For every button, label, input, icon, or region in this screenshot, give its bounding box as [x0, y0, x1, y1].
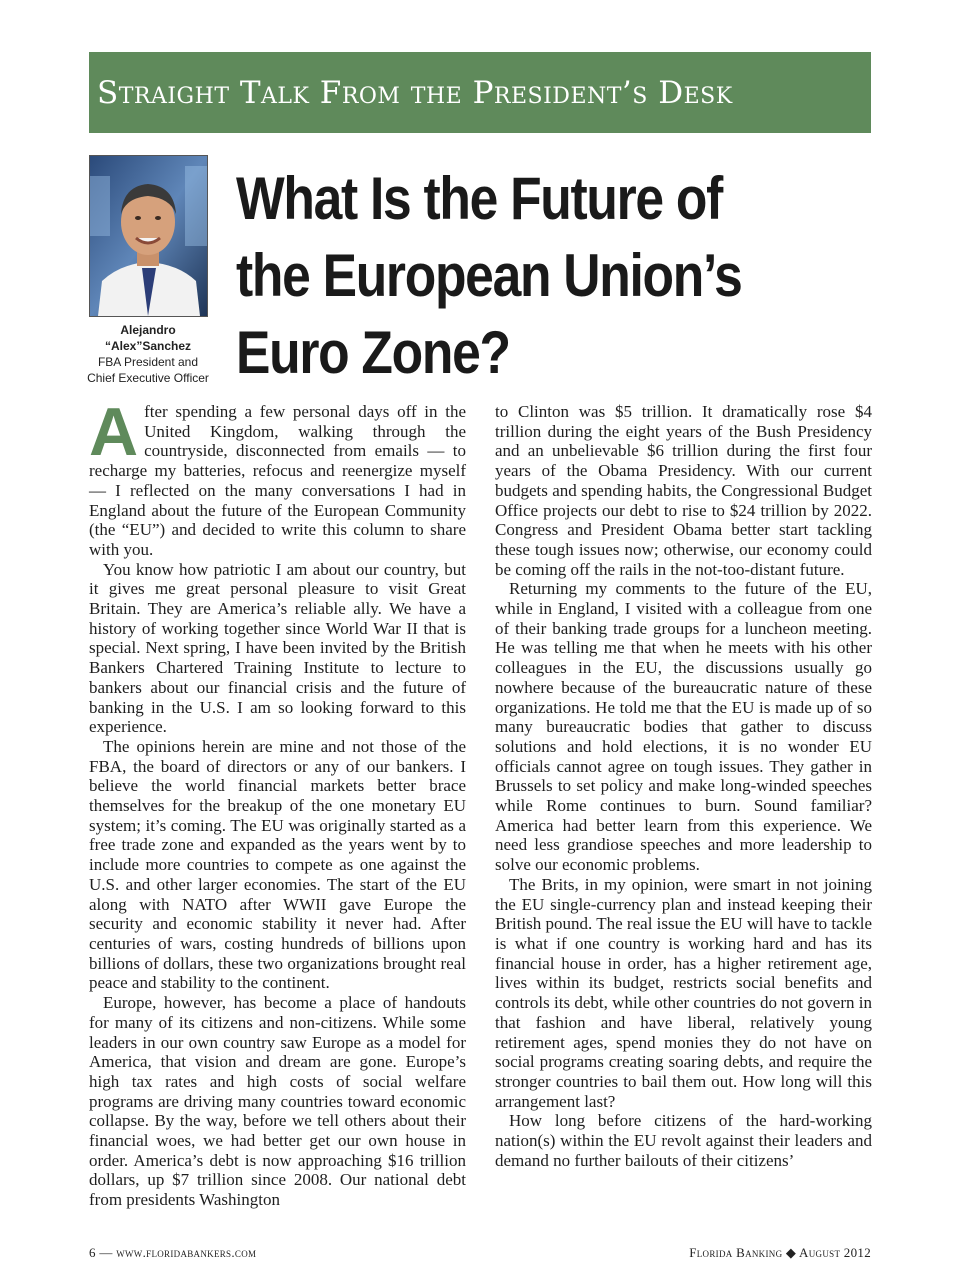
paragraph: to Clinton was $5 trillion. It dramatically rose $4 trillion during the eight years of the Bush Presidency and an unbelievable $6 trillion during the first four years of the Obama Presidency. With our current budgets and spending habits, the Congressional Budget Office projects our debt to rise to $24 trillion by 2022. Congress and President Obama better start tackling these tough issues now; otherwise, our economy could be coming off the rails in the not-too-distant future.: [495, 402, 872, 579]
section-banner: [89, 52, 871, 133]
article-column-right: [495, 402, 872, 1170]
paragraph: The opinions herein are mine and not those of the FBA, the board of directors or any of our bankers. I believe the world financial markets better brace themselves for the breakup of the one monetary EU system; it’s coming. The EU was originally started as a free trade zone and expanded as the years went by to include more countries to compete as one against the U.S. and other larger economies. The start of the EU along with NATO after WWII gave Europe the security and economic stability it never had. After centuries of wars, costing hundreds of billions upon billions of dollars, these two organizations brought real peace and stability to the continent.: [89, 736, 466, 993]
author-photo: [89, 155, 208, 317]
paragraph: Europe, however, has become a place of handouts for many of its citizens and non-citizens. While some leaders in our own country saw Europe as a model for America, that vision and dream are gone. Europe’s high tax rates and high costs of social welfare programs are driving many countries toward economic collapse. By the way, before we tell others about their financial woes, we had better get our own house in order. America’s debt is now approaching $16 trillion dollars, up $7 trillion since 2008. Our national debt from presidents Washington: [89, 993, 466, 1210]
author-title: FBA President and: [97, 355, 199, 369]
author-title-continued: Chief Executive Officer: [87, 371, 209, 385]
page-number: 6 —: [89, 1245, 113, 1260]
headline-line-2: the European Union’s: [236, 242, 742, 309]
paragraph: Returning my comments to the future of the EU, while in England, I visited with a colleague from one of their banking trade groups for a luncheon meeting. He was telling me that when he meets with his other colleagues in the EU, the discussions usually go nowhere because of the bureaucratic nature of these organizations. He told me that the EU is made up of so many bureaucratic bodies that gather to discuss solutions and hold elections, it is no wonder EU officials cannot agree on tough issues. They gather in Brussels to set policy and make long-winded speeches while Rome continues to burn. Sound familiar? America had better learn from this experience. We need less grandiose speeches and more leadership to solve our economic problems.: [495, 579, 872, 875]
paragraph-text: fter spending a few personal days off in the United Kingdom, walking through the countryside, disconnected from emails — to recharge my batteries, refocus and reenergize myself — I reflected on the many conversations I had in England about the future of the European Community (the “EU”) and decided to write this column to share with you.: [89, 402, 466, 559]
paragraph: You know how patriotic I am about our country, but it gives me great personal pleasure to visit Great Britain. They are America’s reliable ally. We have a history of working together since World War II that is special. Next spring, I have been invited by the British Bankers Chartered Training Institute to lecture to bankers about our financial crisis and the future of banking in the U.S. I am so looking forward to this experience.: [89, 559, 466, 737]
author-name-nickname: “Alex”Sanchez: [104, 339, 192, 353]
section-title: Straight Talk From the President’s Desk: [97, 74, 733, 111]
headline-line-3: Euro Zone?: [236, 319, 510, 386]
paragraph: [89, 394, 466, 560]
headline-line-1: What Is the Future of: [236, 165, 723, 232]
paragraph: How long before citizens of the hard-working nation(s) within the EU revolt against their leaders and demand no further bailouts of their citizens’: [495, 1111, 872, 1170]
article-headline: [236, 160, 786, 391]
publication-info: Florida Banking ◆ August 2012: [689, 1245, 871, 1260]
drop-cap: A: [89, 394, 139, 470]
article-column-left: [89, 394, 466, 1210]
website-url[interactable]: www.floridabankers.com: [116, 1245, 257, 1260]
paragraph: The Brits, in my opinion, were smart in not joining the EU single-currency plan and instead keeping their British pound. The real issue the EU will have to tackle is what if one country is working hard and has its financial house in order, has a higher retirement age, lives within its budget, restricts social benefits and controls its debt, while other countries do not govern in that fashion and have liberal, relatively young retirement ages, spend monies they do not have on social programs creating soaring debts, and require the stronger countries to bail them out. How long will this arrangement last?: [495, 874, 872, 1111]
author-name-first: Alejandro: [120, 323, 176, 337]
footer-left: [89, 1245, 256, 1261]
author-caption: [84, 322, 212, 386]
